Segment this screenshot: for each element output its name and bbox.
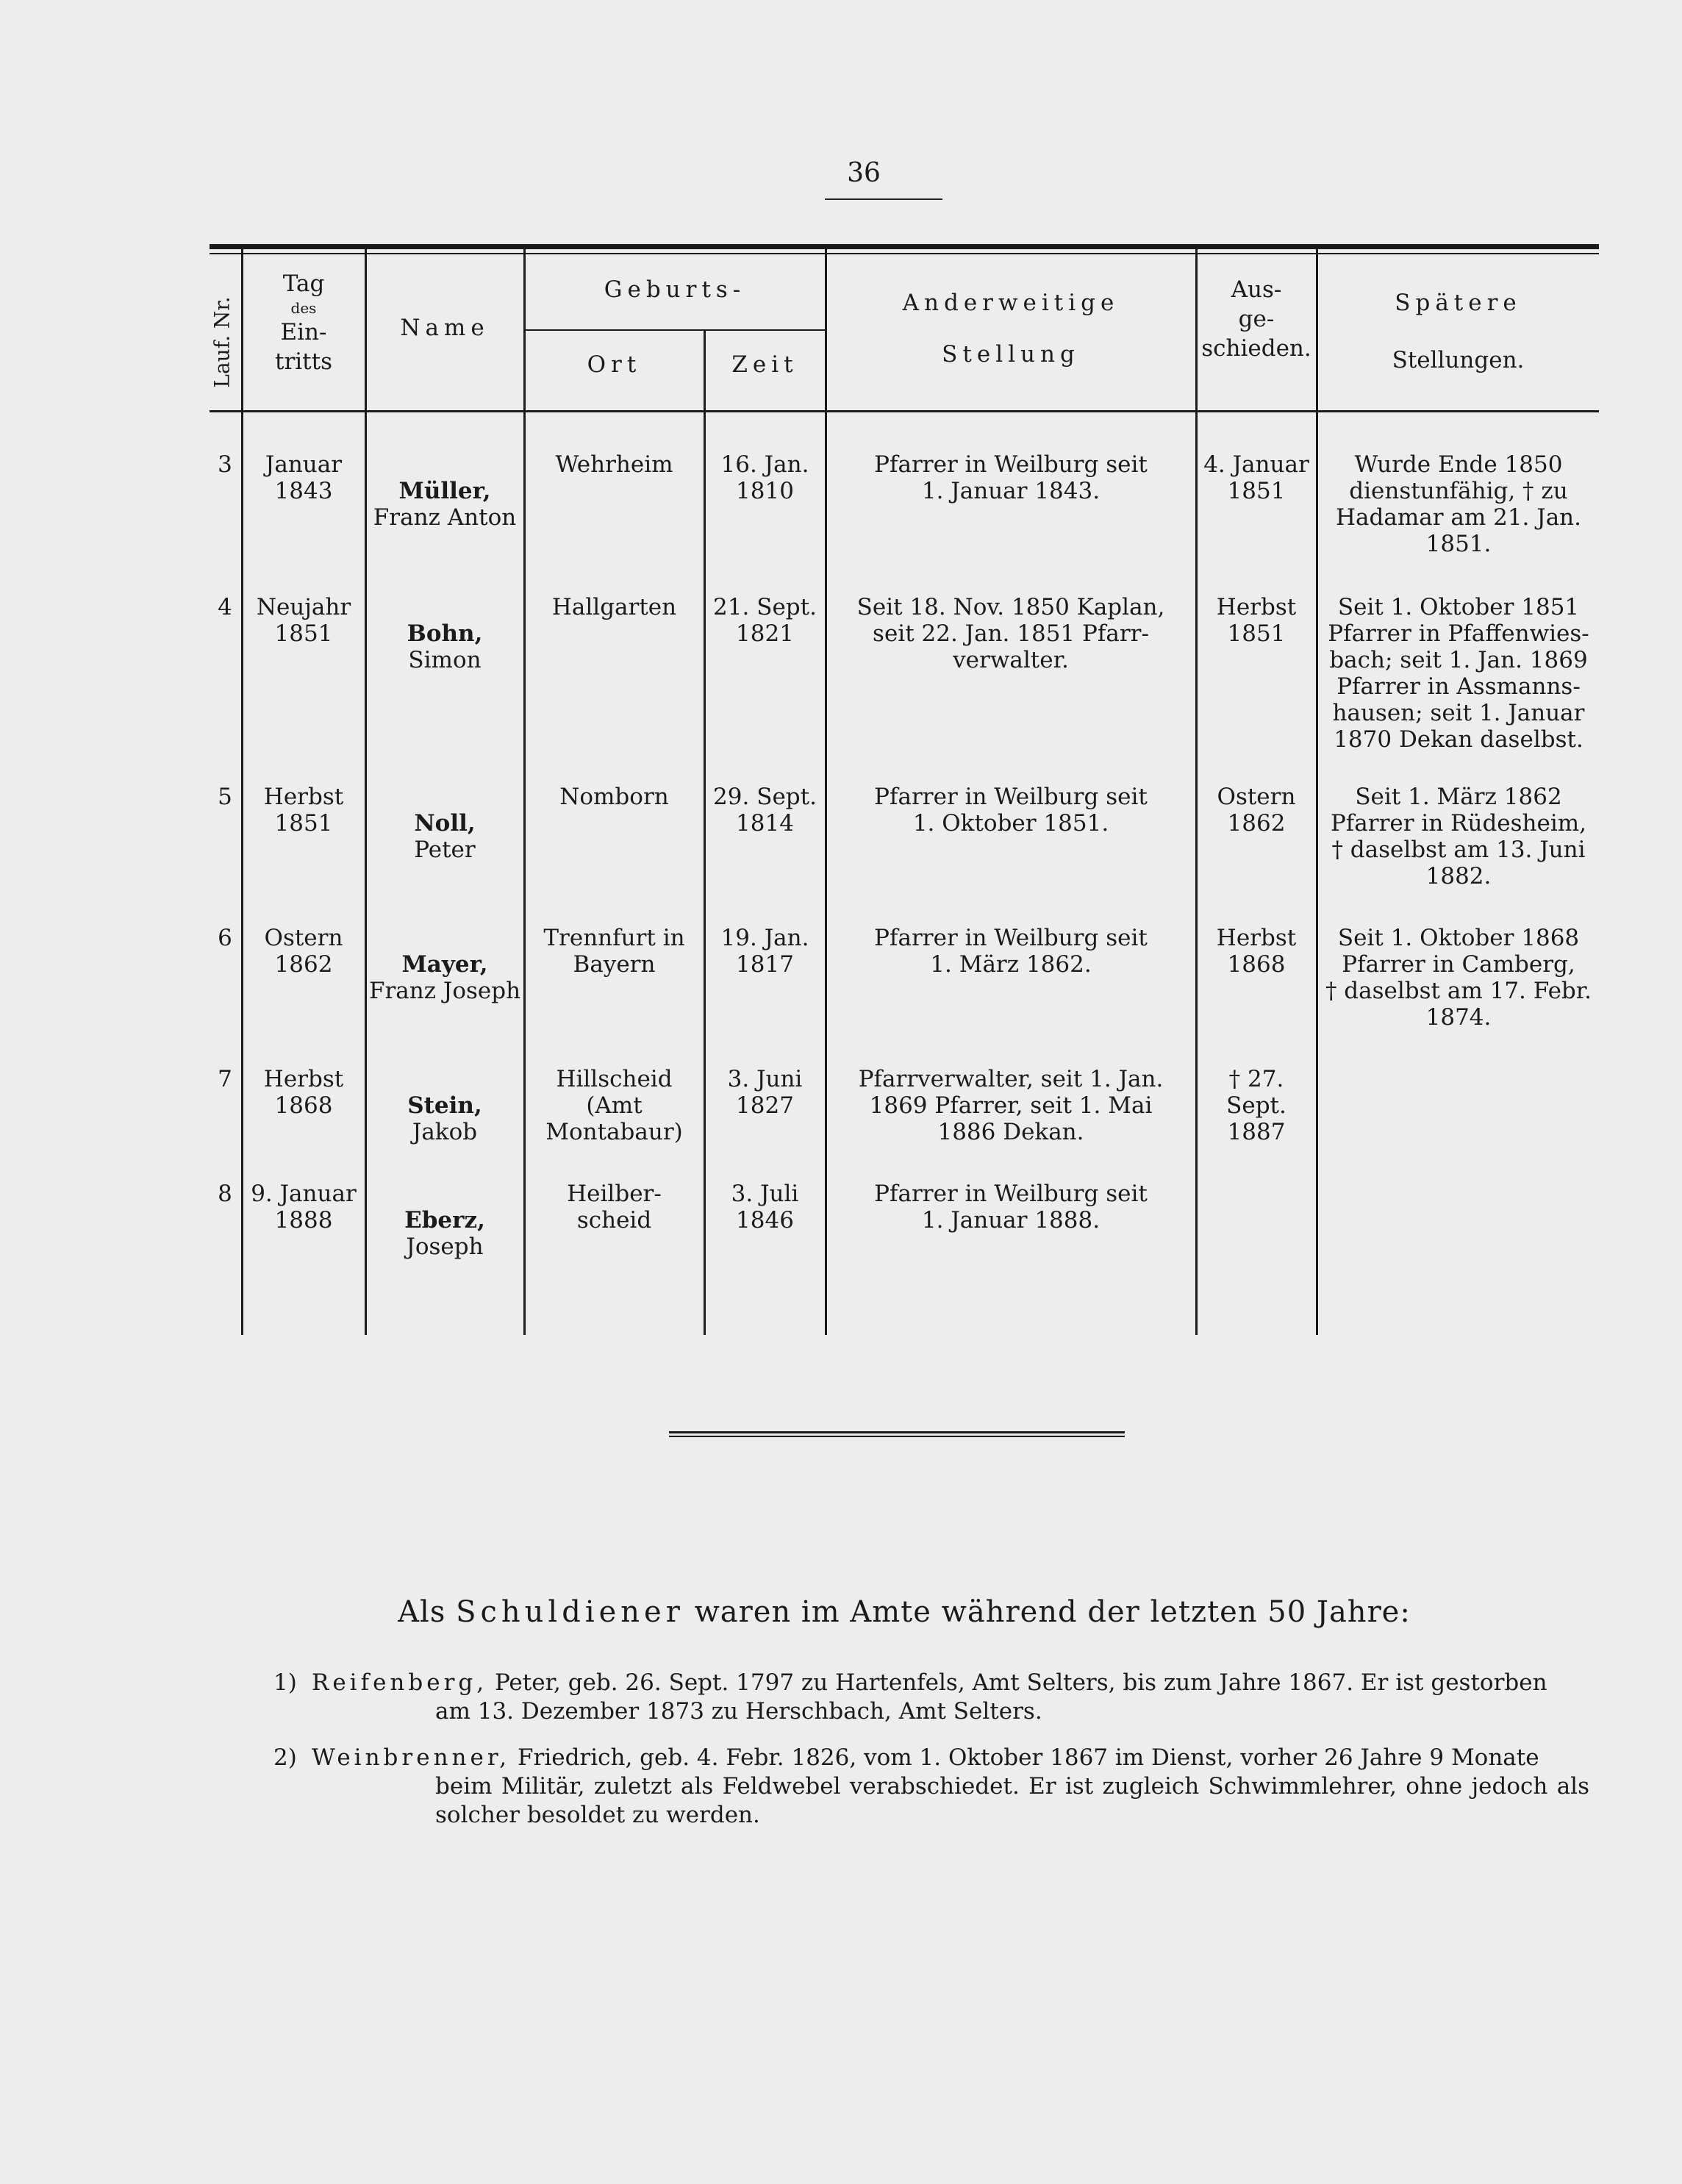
cell-spaetere: Seit 1. Oktober 1851 Pfarrer in Pfaffenwies- bach; seit 1. Jan. 1869 Pfarrer in Assmanns- hausen; seit 1. Januar 1870 Dekan daselbst. [1328, 594, 1589, 753]
cell-tag: Januar 1843 [265, 451, 343, 504]
cell-ausgeschieden: Ostern 1862 [1217, 784, 1296, 837]
entry-number: 1) [273, 1669, 297, 1696]
cell-zeit: 3. Juli 1846 [731, 1181, 799, 1234]
section-separator-thin [669, 1436, 1125, 1437]
page-number-rule [825, 198, 942, 200]
cell-stellung: Pfarrer in Weilburg seit 1. März 1862. [874, 925, 1148, 978]
cell-zeit: 19. Jan. 1817 [720, 925, 809, 978]
cell-stellung: Pfarrer in Weilburg seit 1. Oktober 1851. [874, 784, 1148, 837]
geburts-subheader-rule [523, 329, 826, 331]
cell-ort: Heilber- scheid [567, 1181, 662, 1234]
cell-ort: Hallgarten [551, 594, 677, 620]
cell-name: Bohn, Simon [407, 620, 483, 673]
cell-name: Eberz, Joseph [404, 1207, 485, 1260]
cell-nr: 3 [218, 451, 232, 478]
header-tag: Tag des Ein- tritts [274, 271, 332, 375]
cell-spaetere: Seit 1. Oktober 1868 Pfarrer in Camberg, † daselbst am 17. Febr. 1874. [1325, 925, 1592, 1031]
header-stellungen: Stellungen. [1392, 347, 1525, 373]
cell-tag: Herbst 1868 [263, 1066, 344, 1119]
cell-zeit: 29. Sept. 1814 [713, 784, 817, 837]
cell-ausgeschieden: Herbst 1851 [1216, 594, 1297, 647]
cell-zeit: 16. Jan. 1810 [720, 451, 809, 504]
column-divider [1316, 247, 1318, 1335]
cell-zeit: 3. Juni 1827 [727, 1066, 803, 1119]
column-divider [825, 247, 827, 1335]
cell-tag: 9. Januar 1888 [251, 1181, 357, 1234]
cell-name: Stein, Jakob [407, 1092, 482, 1145]
table-header-rule [210, 410, 1599, 412]
cell-ort: Trennfurt in Bayern [543, 925, 685, 978]
entry-number: 2) [273, 1744, 297, 1771]
cell-ausgeschieden: † 27. Sept. 1887 [1226, 1066, 1286, 1145]
cell-ausgeschieden: Herbst 1868 [1216, 925, 1297, 978]
cell-spaetere: Seit 1. März 1862 Pfarrer in Rüdesheim, † daselbst am 13. Juni 1882. [1330, 784, 1587, 889]
section-separator [669, 1431, 1125, 1433]
cell-tag: Ostern 1862 [264, 925, 343, 978]
cell-ort: Hillscheid (Amt Montabaur) [545, 1066, 683, 1145]
header-ort: Ort [587, 351, 642, 378]
header-ausgeschieden: Aus- ge- schieden. [1201, 276, 1311, 362]
cell-tag: Herbst 1851 [263, 784, 344, 837]
cell-nr: 7 [218, 1066, 232, 1092]
cell-nr: 8 [218, 1181, 232, 1207]
schuldiener-heading: Als Schuldiener waren im Amte während der letzten 50 Jahre: [398, 1595, 1411, 1629]
table-top-rule-thin [210, 253, 1599, 254]
cell-nr: 5 [218, 784, 232, 810]
schuldiener-entry: 2) Weinbrenner, Friedrich, geb. 4. Febr. 1826, vom 1. Oktober 1867 im Dienst, vorher 26 Jahre 9 Monate beim Militär, zuletzt als Feldwebel verabschiedet. Er ist zugleich Schwimmlehrer, ohne jedoch als solcher besoldet zu werden. [273, 1744, 1589, 1828]
cell-nr: 4 [218, 594, 232, 620]
schuldiener-entry: 1) Reifenberg, Peter, geb. 26. Sept. 1797 zu Hartenfels, Amt Selters, bis zum Jahre 1867. Er ist gestorben am 13. Dezember 1873 zu Herschbach, Amt Selters. [273, 1669, 1547, 1725]
cell-stellung: Pfarrer in Weilburg seit 1. Januar 1843. [874, 451, 1148, 504]
entry-name: Reifenberg, [312, 1669, 488, 1696]
header-lauf-nr: Lauf. Nr. [210, 296, 235, 388]
cell-tag: Neujahr 1851 [256, 594, 351, 647]
cell-spaetere: Wurde Ende 1850 dienstunfähig, † zu Hadamar am 21. Jan. 1851. [1335, 451, 1581, 557]
header-zeit: Zeit [731, 351, 798, 378]
column-divider [241, 247, 243, 1335]
cell-nr: 6 [218, 925, 232, 951]
cell-ort: Wehrheim [555, 451, 673, 478]
cell-ausgeschieden: 4. Januar 1851 [1203, 451, 1309, 504]
cell-stellung: Pfarrverwalter, seit 1. Jan. 1869 Pfarrer, seit 1. Mai 1886 Dekan. [858, 1066, 1164, 1145]
page-number: 36 [847, 158, 881, 188]
cell-stellung: Pfarrer in Weilburg seit 1. Januar 1888. [874, 1181, 1148, 1234]
cell-ort: Nomborn [559, 784, 669, 810]
cell-name: Noll, Peter [414, 810, 476, 863]
header-spaetere: Spätere [1395, 290, 1522, 316]
cell-name: Mayer, Franz Joseph [368, 951, 521, 1004]
table-top-rule [210, 244, 1599, 249]
cell-stellung: Seit 18. Nov. 1850 Kaplan, seit 22. Jan. 1851 Pfarr- verwalter. [856, 594, 1165, 673]
header-stellung: Stellung [942, 341, 1080, 368]
cell-name: Müller, Franz Anton [373, 478, 517, 531]
entry-name: Weinbrenner, [312, 1744, 511, 1771]
cell-zeit: 21. Sept. 1821 [713, 594, 817, 647]
header-name: Name [400, 315, 490, 341]
header-anderweitige: Anderweitige [902, 290, 1120, 316]
header-geburts: Geburts- [604, 276, 746, 303]
